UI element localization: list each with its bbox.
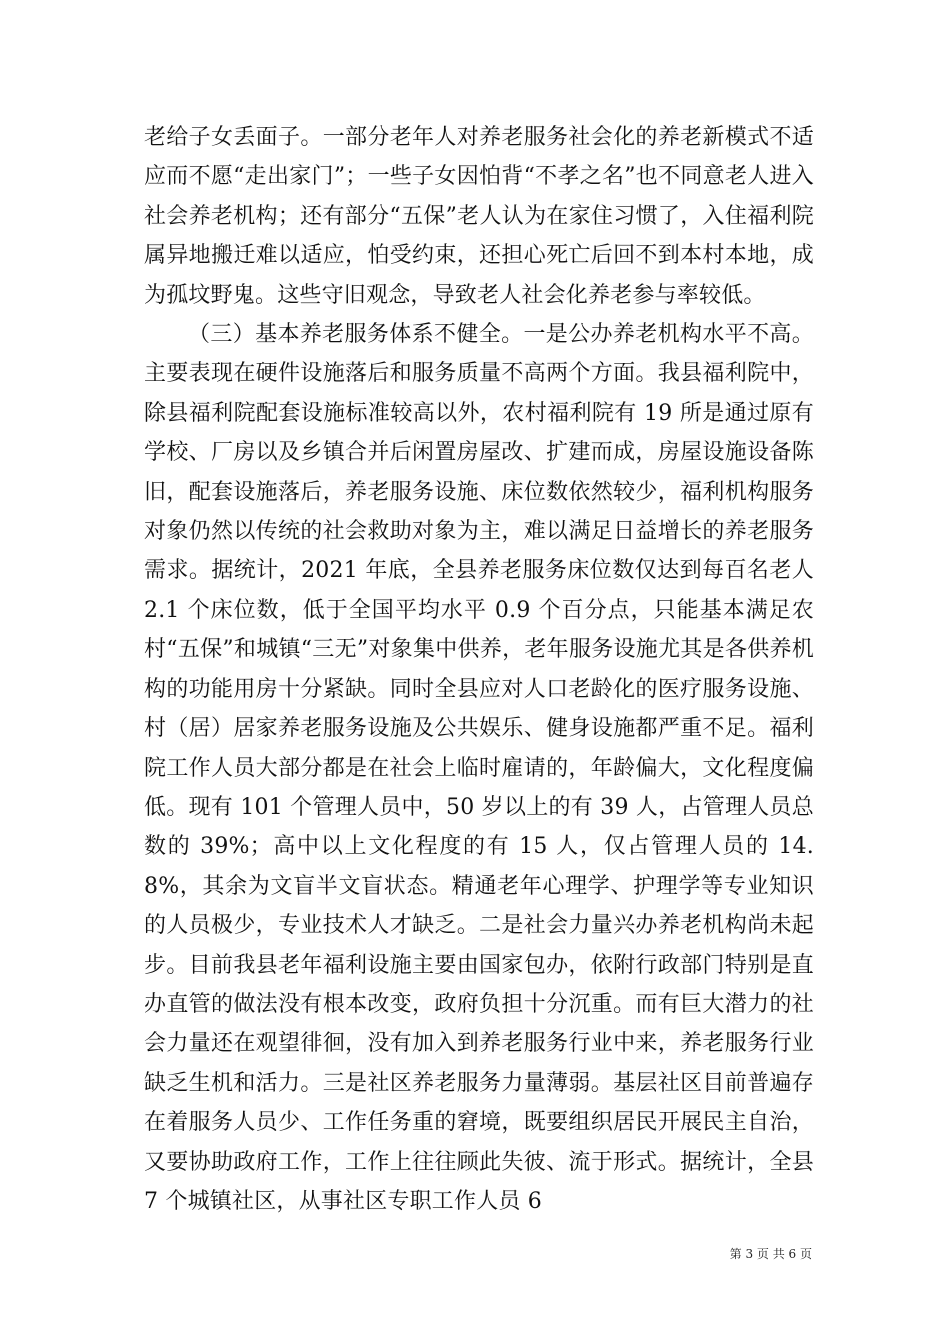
paragraph-continuation: 老给子女丢面子。一部分老年人对养老服务社会化的养老新模式不适应而不愿“走出家门”；一些子女因怕背“不孝之名”也不同意老人进入社会养老机构；还有部分“五保”老人认为在家住习惯了，入住福利院属异地搬迁难以适应，怕受约束，还担心死亡后回不到本村本地，成为孤坟野鬼。这些守旧观念，导致老人社会化养老参与率较低。 xyxy=(144,125,814,308)
paragraph-section-three: （三）基本养老服务体系不健全。一是公办养老机构水平不高。主要表现在硬件设施落后和服务质量不高两个方面。我县福利院中，除县福利院配套设施标准较高以外，农村福利院有 19 所是通过原有学校、厂房以及乡镇合并后闲置房屋改、扩建而成，房屋设施设备陈旧，配套设施落后，养老服务设施、床位数依然较少，福利机构服务对象仍然以传统的社会救助对象为主，难以满足日益增长的养老服务需求。据统计，2021 年底，全县养老服务床位数仅达到每百名老人 2.1 个床位数，低于全国平均水平 0.9 个百分点，只能基本满足农村“五保”和城镇“三无”对象集中供养，老年服务设施尤其是各供养机构的功能用房十分紧缺。同时全县应对人口老龄化的医疗服务设施、村（居）居家养老服务设施及公共娱乐、健身设施都严重不足。福利院工作人员大部分都是在社会上临时雇请的，年龄偏大，文化程度偏低。现有 101 个管理人员中，50 岁以上的有 39 人，占管理人员总数的 39%；高中以上文化程度的有 15 人，仅占管理人员的 14.8%，其余为文盲半文盲状态。精通老年心理学、护理学等专业知识的人员极少，专业技术人才缺乏。二是社会力量兴办养老机构尚未起步。目前我县老年福利设施主要由国家包办，依附行政部门特别是直办直管的做法没有根本改变，政府负担十分沉重。而有巨大潜力的社会力量还在观望徘徊，没有加入到养老服务行业中来，养老服务行业缺乏生机和活力。三是社区养老服务力量薄弱。基层社区目前普遍存在着服务人员少、工作任务重的窘境，既要组织居民开展民主自治，又要协助政府工作，工作上往往顾此失彼、流于形式。据统计，全县 7 个城镇社区，从事社区专职工作人员 6 xyxy=(144,322,814,1214)
page-number: 第 3 页 共 6 页 xyxy=(729,1247,812,1261)
body-text xyxy=(144,118,814,1221)
